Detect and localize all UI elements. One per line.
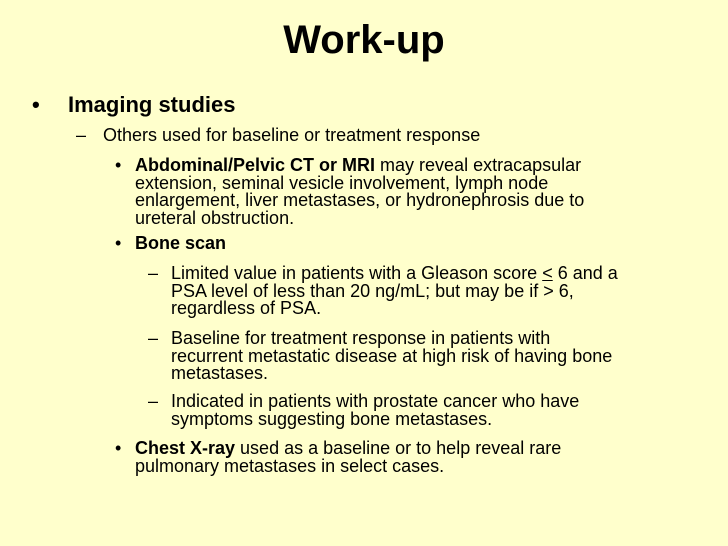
- ct-mri-line-4: ureteral obstruction.: [135, 207, 295, 228]
- chest-xray-text: [135, 440, 561, 475]
- bone-item-2-line-2: recurrent metastatic disease at high risk of having bone: [171, 345, 613, 366]
- ct-mri-line-3: enlargement, liver metastases, or hydronephrosis due to: [135, 190, 585, 210]
- bone-item-3-line-1: Indicated in patients with prostate cancer who have: [171, 391, 580, 411]
- bone-item-3-line-2: symptoms suggesting bone metastases.: [171, 408, 493, 429]
- ct-mri-line-1-rest: may reveal extracapsular: [375, 155, 582, 175]
- ct-mri-line-2: extension, seminal vesicle involvement, lymph node: [135, 172, 549, 193]
- subbullet-others-label: Others used for baseline or treatment response: [103, 125, 481, 145]
- chest-xray-line-1: [135, 440, 561, 458]
- bone-item-2-line-1: Baseline for treatment response in patients with: [171, 328, 551, 348]
- bullet-imaging-label: Imaging studies: [68, 92, 236, 117]
- bullet-marker: •: [115, 155, 122, 175]
- bone-scan-label: Bone scan: [135, 233, 227, 253]
- ct-mri-bold: Abdominal/Pelvic CT or MRI: [135, 155, 376, 175]
- dash-marker: –: [148, 391, 159, 411]
- dash-marker: –: [76, 125, 87, 145]
- chest-xray-line-1-rest: used as a baseline or to help reveal rare: [235, 438, 562, 458]
- gleason-text-b: 6 and a: [552, 263, 618, 283]
- bone-item-1-line-2: PSA level of less than 20 ng/mL; but may be if > 6,: [171, 280, 574, 301]
- bullet-marker: •: [32, 92, 40, 117]
- gleason-text-a: Limited value in patients with a Gleason score: [171, 263, 543, 283]
- bullet-marker: •: [115, 233, 122, 253]
- bone-item-2-line-3: metastases.: [171, 363, 269, 383]
- bone-item-2-text: [171, 330, 612, 383]
- bone-item-1-line-1: [171, 265, 618, 283]
- chest-xray-bold: Chest X-ray: [135, 438, 236, 458]
- chest-xray-line-2: pulmonary metastases in select cases.: [135, 455, 445, 476]
- dash-marker: –: [148, 328, 159, 348]
- ct-mri-text: [135, 157, 725, 227]
- slide-title: Work-up: [283, 18, 445, 62]
- bone-item-1-line-3: regardless of PSA.: [171, 298, 322, 318]
- bone-item-1-text: [171, 265, 618, 318]
- bullet-marker: •: [115, 438, 122, 458]
- dash-marker: –: [148, 263, 159, 283]
- ct-mri-line-1: [135, 157, 725, 175]
- lte-symbol: <: [542, 263, 553, 283]
- bone-item-3-text: [171, 393, 579, 428]
